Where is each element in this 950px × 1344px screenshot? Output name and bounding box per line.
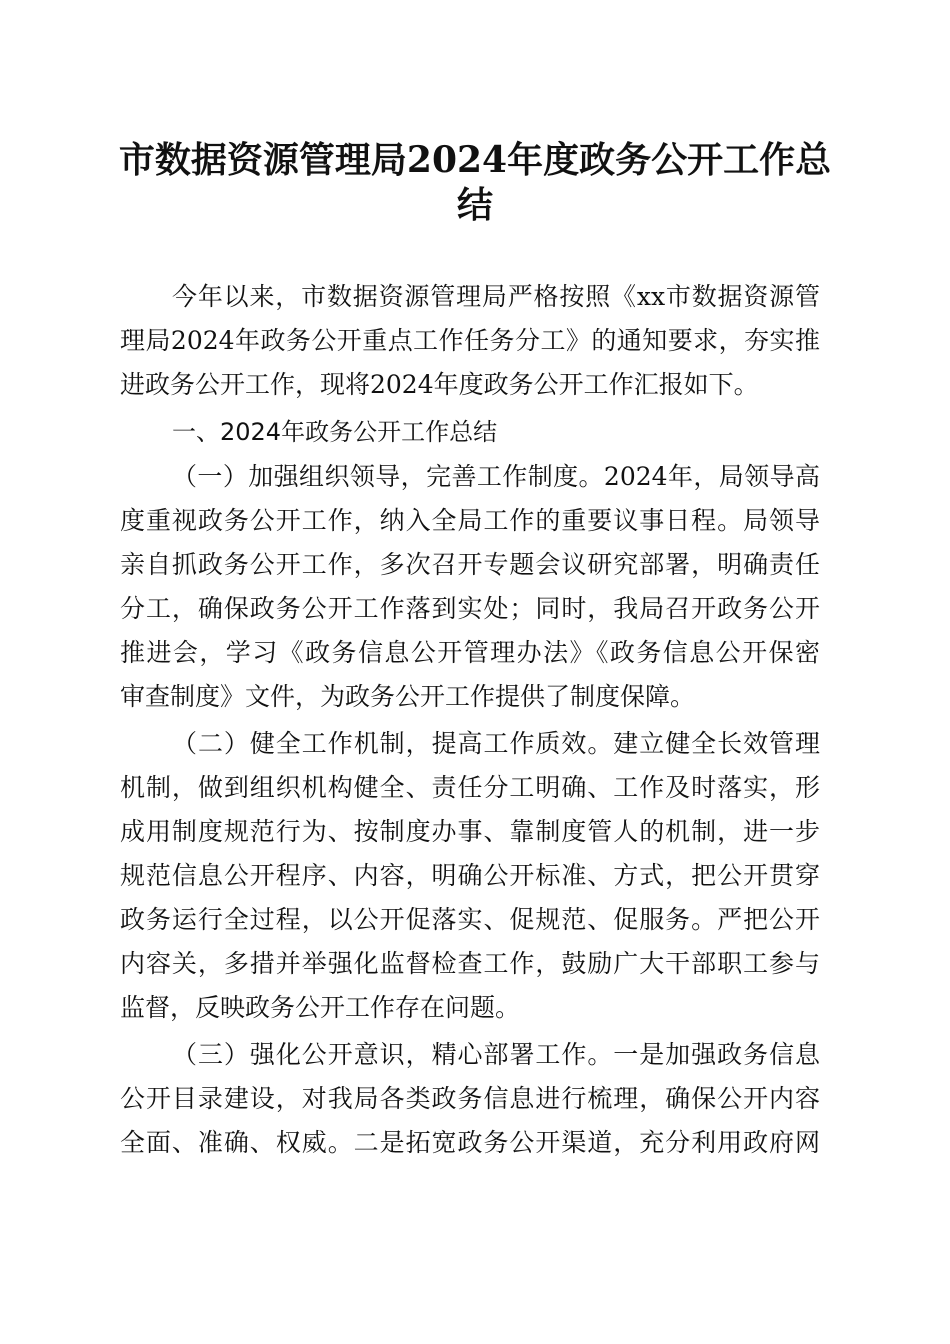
- text-line: 分工，确保政务公开工作落到实处；同时，我局召开政务公开: [120, 594, 820, 623]
- text-line: 政务运行全过程，以公开促落实、促规范、促服务。严把公开: [120, 905, 820, 934]
- text-line: 进政务公开工作，现将2024年度政务公开工作汇报如下。: [120, 370, 759, 399]
- document-title-line-1: 市数据资源管理局2024年度政务公开工作总: [118, 139, 832, 181]
- text-line: （一）加强组织领导，完善工作制度。2024年，局领导高: [172, 462, 820, 491]
- text-line: 机制，做到组织机构健全、责任分工明确、工作及时落实，形: [120, 773, 820, 802]
- text-line: （三）强化公开意识，精心部署工作。一是加强政务信息: [172, 1040, 820, 1069]
- text-line: 全面、准确、权威。二是拓宽政务公开渠道，充分利用政府网: [120, 1128, 820, 1157]
- text-line: 推进会，学习《政务信息公开管理办法》《政务信息公开保密: [120, 638, 820, 667]
- text-line: 监督，反映政务公开工作存在问题。: [120, 993, 521, 1022]
- text-line: 今年以来，市数据资源管理局严格按照《xx市数据资源管: [172, 282, 820, 311]
- text-line: 规范信息公开程序、内容，明确公开标准、方式，把公开贯穿: [120, 861, 820, 890]
- text-line: 理局2024年政务公开重点工作任务分工》的通知要求，夯实推: [120, 326, 820, 355]
- document-title-line-2: 结: [456, 184, 493, 226]
- text-line: 亲自抓政务公开工作，多次召开专题会议研究部署，明确责任: [120, 550, 820, 579]
- text-line: 审查制度》文件，为政务公开工作提供了制度保障。: [120, 682, 696, 711]
- text-line: 公开目录建设，对我局各类政务信息进行梳理，确保公开内容: [120, 1084, 820, 1113]
- text-line: 成用制度规范行为、按制度办事、靠制度管人的机制，进一步: [120, 817, 820, 846]
- text-line: （二）健全工作机制，提高工作质效。建立健全长效管理: [172, 729, 820, 758]
- section-heading: 一、2024年政务公开工作总结: [172, 418, 498, 446]
- text-line: 度重视政务公开工作，纳入全局工作的重要议事日程。局领导: [120, 506, 820, 535]
- text-line: 内容关，多措并举强化监督检查工作，鼓励广大干部职工参与: [120, 949, 820, 978]
